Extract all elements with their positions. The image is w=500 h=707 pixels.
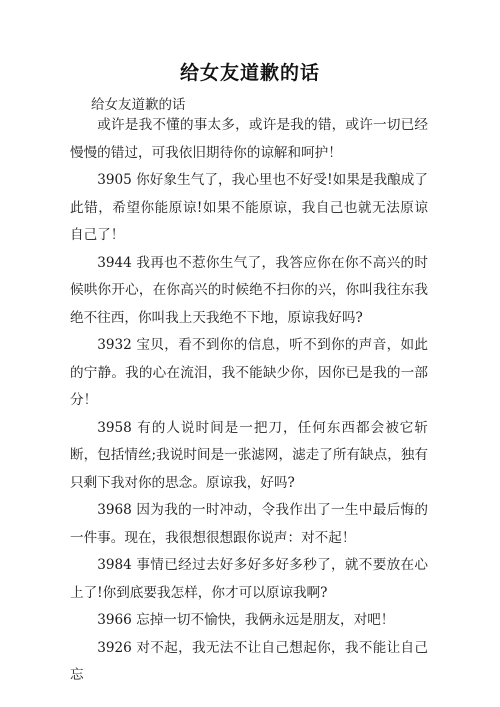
document-title: 给女友道歉的话: [179, 62, 320, 84]
paragraph: 3984 事情已经过去好多好多好多秒了，就不要放在心上了!你到底要我怎样，你才可以原谅我啊?: [70, 557, 428, 601]
document-body: [70, 112, 428, 690]
document-subtitle: 给女友道歉的话: [91, 97, 186, 113]
paragraph: 或许是我不懂的事太多，或许是我的错，或许一切已经慢慢的错过，可我依旧期待你的谅解和呵护！: [70, 117, 428, 161]
paragraph: 3905 你好象生气了，我心里也不好受!如果是我酿成了此错，希望你能原谅!如果不能原谅，我自己也就无法原谅自己了！: [70, 172, 428, 243]
paragraph: 3944 我再也不惹你生气了，我答应你在你不高兴的时候哄你开心，在你高兴的时候绝不扫你的兴，你叫我往东我绝不往西，你叫我上天我绝不下地，原谅我好吗?: [70, 254, 428, 326]
paragraph: 3966 忘掉一切不愉快，我俩永远是朋友，对吧！: [97, 612, 395, 628]
paragraph: 3968 因为我的一时冲动，令我作出了一生中最后悔的一件事。现在，我很想很想跟你说声：对不起！: [70, 502, 428, 546]
paragraph: 3932 宝贝，看不到你的信息，听不到你的声音，如此的宁静。我的心在流泪，我不能缺少你，因你已是我的一部分！: [70, 337, 428, 408]
paragraph: 3926 对不起，我无法不让自己想起你，我不能让自己忘: [70, 639, 428, 683]
paragraph: 3958 有的人说时间是一把刀，任何东西都会被它斩断，包括情丝;我说时间是一张滤网，滤走了所有缺点，独有只剩下我对你的思念。原谅我，好吗?: [70, 419, 429, 491]
